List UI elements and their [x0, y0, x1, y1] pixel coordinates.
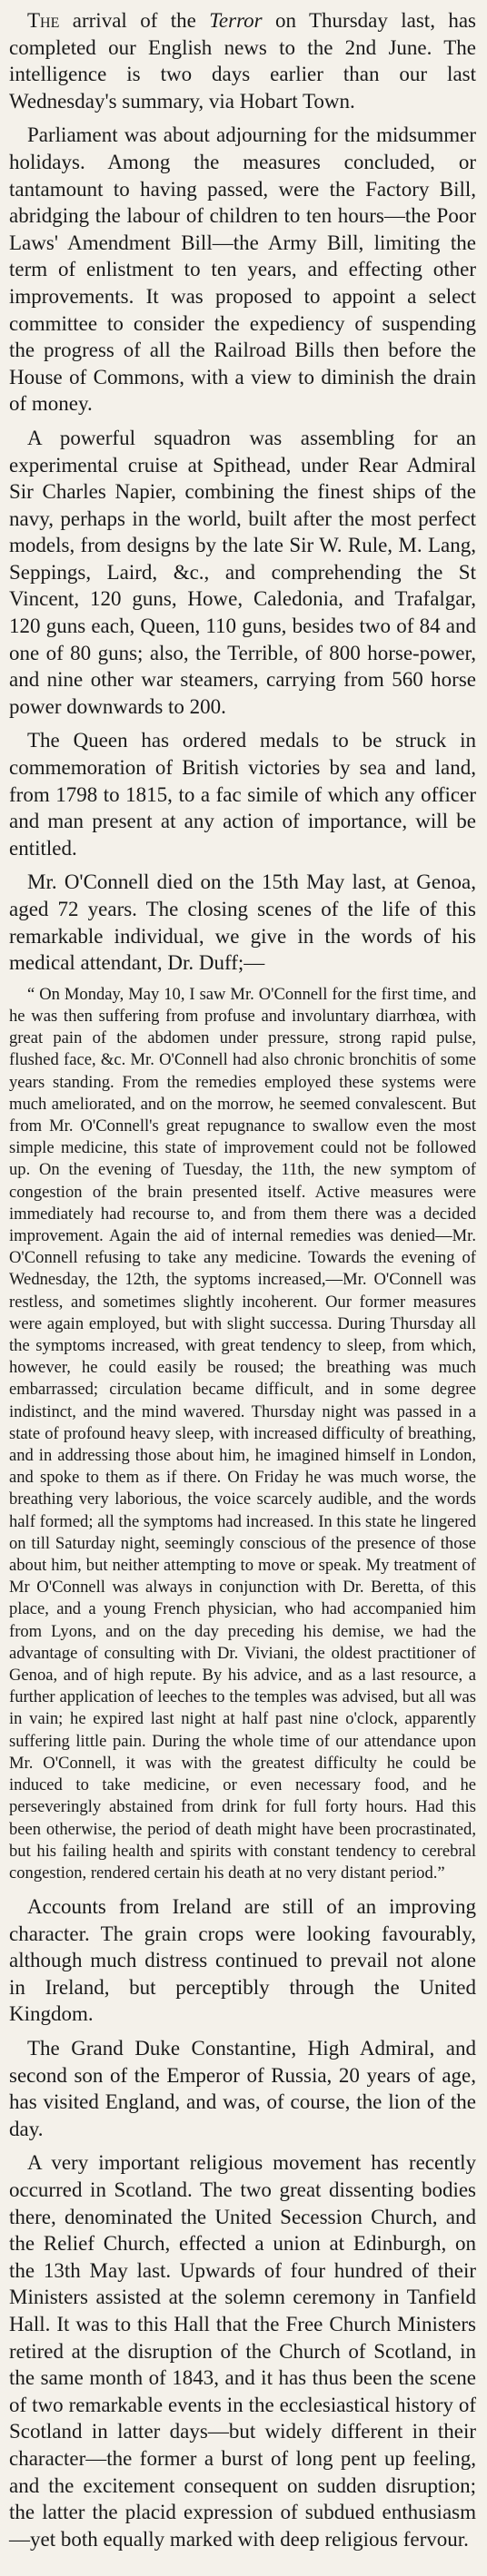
paragraph-squadron: A powerful squadron was assembling for an experimental cruise at Spithead, under Rear Admiral Sir Charles Napier, combining the finest ships of the navy, perhaps in the world, built after the most perfect models, from designs by the late Sir W. Rule, M. Lang, Seppings, Laird, &c., and comprehending the St Vincent, 120 guns, Howe, Caledonia, and Trafalgar, 120 guns each, Queen, 110 guns, besides two of 84 and one of 80 guns; also, the Terrible, of 800 horse-power, and nine other war steamers, carrying from 560 horse power downwards to 200.: [9, 426, 476, 718]
paragraph-scotland-religion: A very important religious movement has recently occurred in Scotland. The two great dissenting bodies there, denominated the United Secession Church, and the Relief Church, effected a union at Edinburgh, on the 13th May last. Upwards of four hundred of their Ministers assisted at the solemn ceremony in Tanfield Hall. It was to this Hall that the Free Church Ministers retired at the disruption of the Church of Scotland, in the same month of 1843, and it has thus been the scene of two remarkable events in the ecclesiastical history of Scotland in latter days—but widely different in their character—the former a burst of long pent up feeling, and the excitement consequent on sudden disruption; the latter the placid expression of subdued enthusiasm—yet both equally marked with deep religious fervour.: [9, 2151, 476, 2551]
paragraph-ireland: Accounts from Ireland are still of an improving character. The grain crops were looking favourably, although much distress continued to prevail not alone in Ireland, but perceptibly through the United Kingdom.: [9, 1895, 476, 2026]
paragraph-oconnell-death: Mr. O'Connell died on the 15th May last, at Genoa, aged 72 years. The closing scenes of the life of this remarkable individual, we give in the words of his medical attendant, Dr. Duff;—: [9, 870, 476, 975]
paragraph-grand-duke: The Grand Duke Constantine, High Admiral, and second son of the Emperor of Russia, 20 years of age, has visited England, and was, of course, the lion of the day.: [9, 2037, 476, 2140]
paragraph-medals: The Queen has ordered medals to be struck in commemoration of British victories by sea and land, from 1798 to 1815, to a fac simile of which any officer and man present at any action of importance, will be entitled.: [9, 729, 476, 860]
ship-name: Terror: [209, 9, 263, 32]
lead-word: The: [27, 9, 60, 32]
paragraph-parliament: Parliament was about adjourning for the midsummer holidays. Among the measures concluded, or tantamount to having passed, were the Factory Bill, abridging the labour of children to ten hours—the Poor Laws' Amendment Bill—the Army Bill, limiting the term of enlistment to ten years, and effecting other improvements. It was proposed to appoint a select committee to consider the expediency of suspending the progress of all the Railroad Bills then before the House of Commons, with a view to diminish the drain of money.: [9, 123, 476, 416]
paragraph-doctor-quote: “ On Monday, May 10, I saw Mr. O'Connell for the first time, and he was then suffering from profuse and involuntary diarrhœa, with great pain of the abdomen under pressure, strong rapid pulse, flushed face, &c. Mr. O'Connell had also chronic bronchitis of some years standing. From the remedies employed these systems were much ameliorated, and on the morrow, he seemed convalescent. But from Mr. O'Connell's great repugnance to swallow even the most simple medicine, this state of improvement could not be followed up. On the evening of Tuesday, the 11th, the new symptom of congestion of the brain presented itself. Active measures were immediately had recourse to, and from them there was a decided improvement. Again the aid of internal remedies was denied—Mr. O'Connell refusing to take any medicine. Towards the evening of Wednesday, the 12th, the syptoms increased,—Mr. O'Connell was restless, and sometimes slightly incoherent. Our former measures were again employed, but with slight successa. During Thursday all the symptoms increased, with great tendency to sleep, from which, however, he could easily be roused; the breathing was much embarrassed; circulation became difficult, and in some degree indistinct, and the mind wavered. Thursday night was passed in a state of profound heavy sleep, with increased difficulty of breathing, and in addressing those about him, he imagined himself in London, and spoke to them as if there. On Friday he was much worse, the breathing very laborious, the voice scarcely audible, and the words half formed; all the symptoms had increased. In this state he lingered on till Saturday night, seemingly conscious of the presence of those about him, but neither attempting to move or speak. My treatment of Mr O'Connell was always in conjunction with Dr. Beretta, of this place, and a young French physician, who had accompanied him from Lyons, and on the day preceding his demise, we had the advantage of consulting with Dr. Viviani, the oldest practitioner of Genoa, and of high repute. By his advice, and as a last resource, a further application of leeches to the temples was advised, but all was in vain; he expired last night at half past nine o'clock, apparently suffering little pain. During the whole time of our attendance upon Mr. O'Connell, it was with the greatest difficulty he could be induced to take medicine, or even necessary food, and he perseveringly abstained from drink for full forty hours. Had this been otherwise, the period of death might have been procrastinated, but his failing health and spirits with constant tendency to cerebral congestion, rendered certain his death at no very distant period.”: [9, 984, 476, 1883]
paragraph-terror-arrival: The arrival of the Terror on Thursday last, has completed our English news to the 2nd June. The intelligence is two days earlier than our last Wednesday's summary, via Hobart Town.: [9, 9, 476, 113]
